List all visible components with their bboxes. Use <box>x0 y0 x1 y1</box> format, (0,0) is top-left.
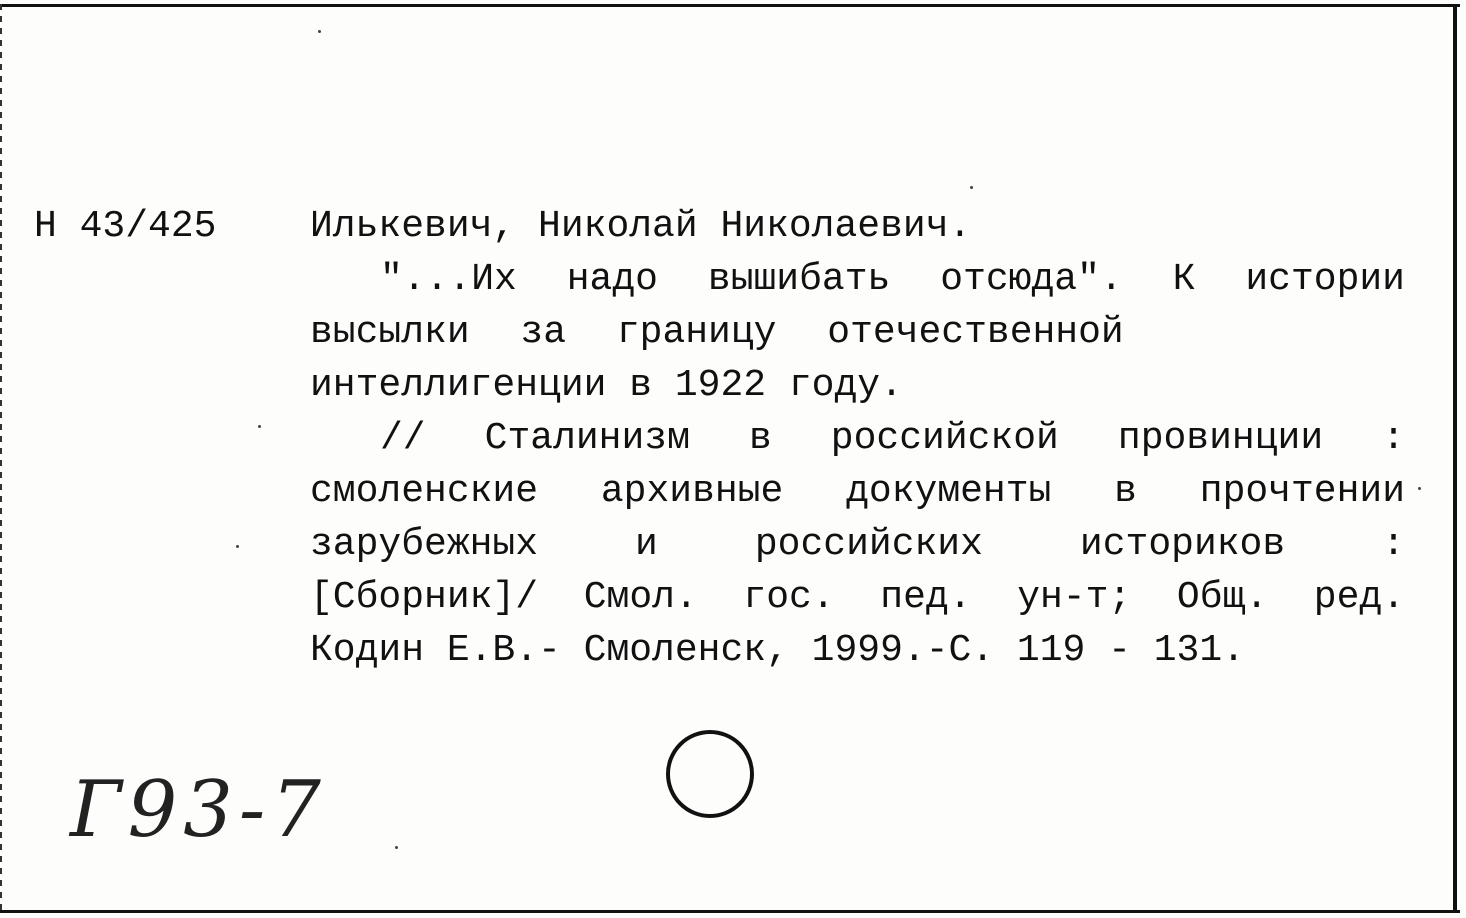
author-line: Илькевич, Николай Николаевич. <box>310 205 972 248</box>
title-line-3: интеллигенции в 1922 году. <box>310 364 903 407</box>
speck <box>318 30 321 33</box>
source-line-2: смоленские архивные документы в прочтении <box>310 470 1405 513</box>
speck <box>236 545 239 548</box>
title-line-1: "...Их надо вышибать отсюда". К истории <box>380 258 1405 301</box>
card-border-right <box>1453 4 1457 913</box>
speck <box>970 186 973 189</box>
title-line-2: высылки за границу отечественной <box>310 311 1124 354</box>
card-border-top <box>0 4 1460 7</box>
source-line-1: // Сталинизм в российской провинции : <box>380 417 1405 460</box>
speck <box>395 846 398 849</box>
speck <box>1418 487 1421 490</box>
source-line-3: зарубежных и российских историков : <box>310 523 1405 566</box>
punch-hole-icon <box>666 730 754 818</box>
handwritten-call-number: Г93-7 <box>70 765 327 855</box>
card-border-bottom <box>0 910 1460 913</box>
bibliographic-entry <box>310 200 1405 677</box>
shelfmark: Н 43/425 <box>34 205 217 248</box>
source-line-5: Кодин Е.В.- Смоленск, 1999.-С. 119 - 131. <box>310 629 1245 672</box>
card-border-left <box>0 4 2 913</box>
speck <box>258 425 261 428</box>
source-line-4: [Сборник]/ Смол. гос. пед. ун-т; Общ. ред. <box>310 576 1405 619</box>
